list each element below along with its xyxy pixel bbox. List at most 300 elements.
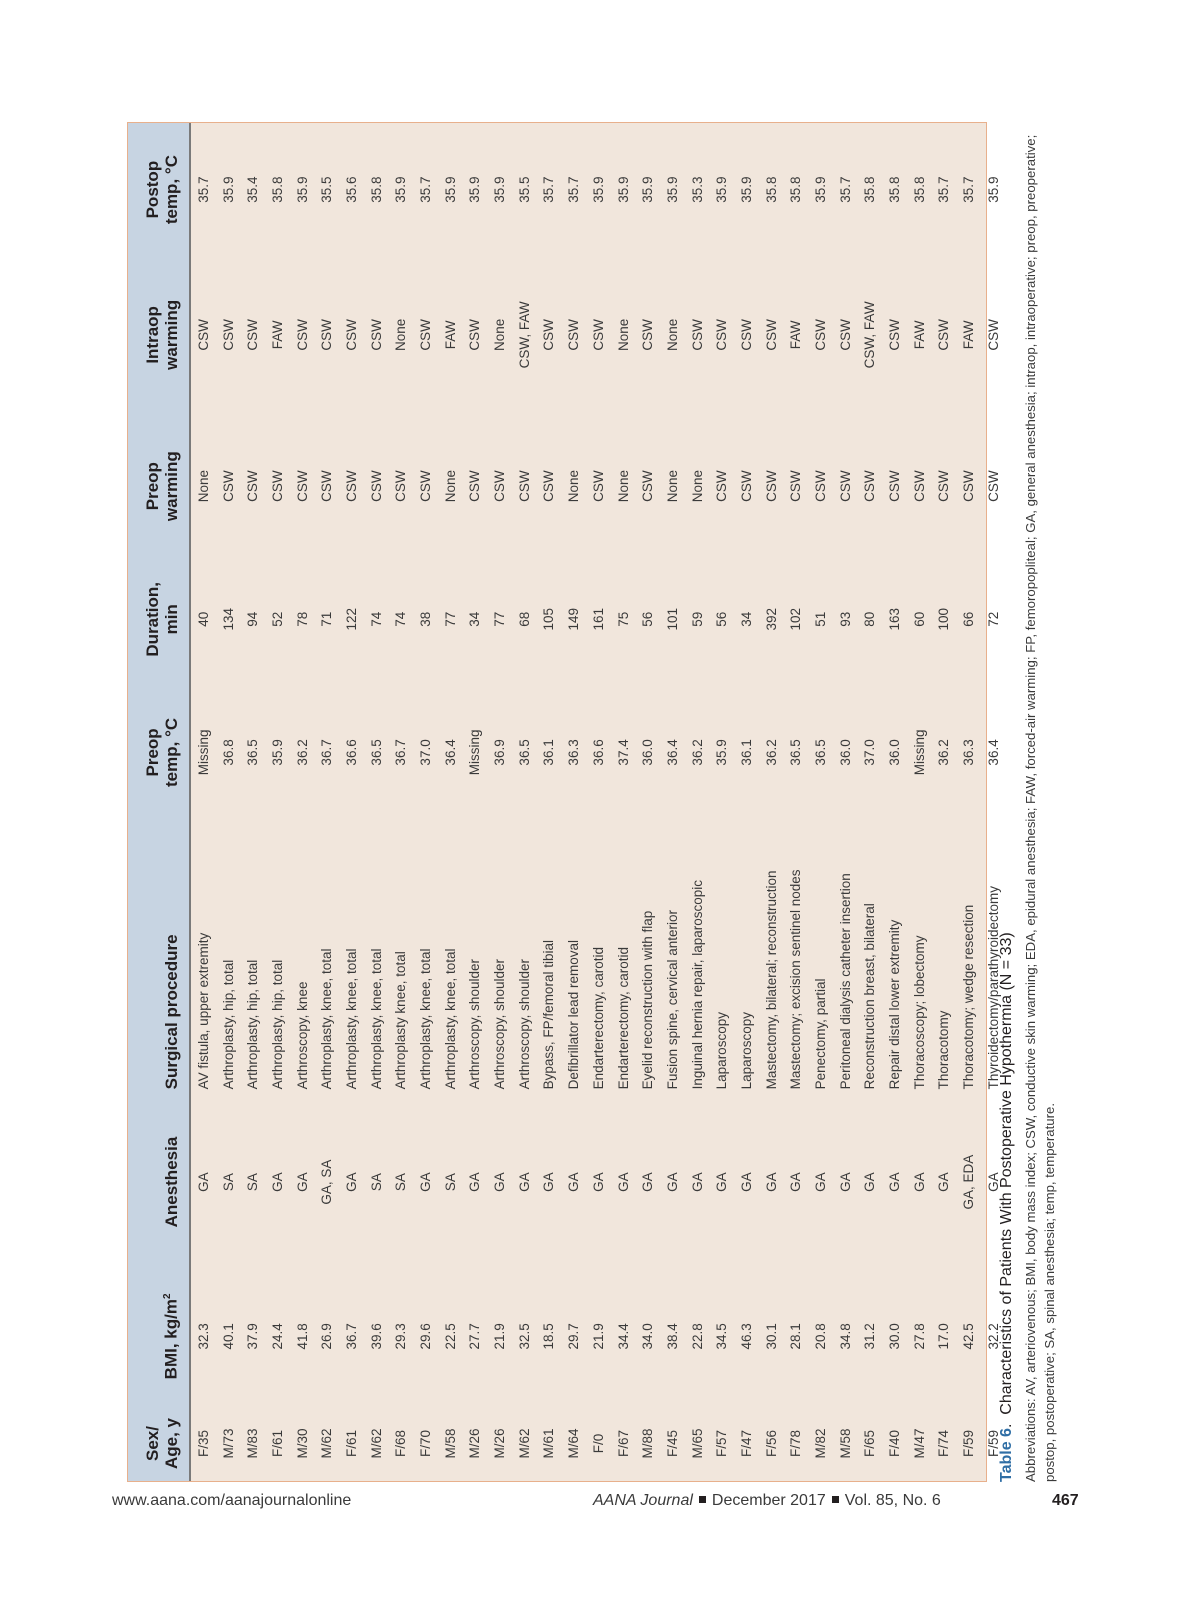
table-cell: Arthroplasty, knee, total [368,948,384,1090]
table-cell: Bypass, FP/femoral tibial [541,940,557,1090]
table-row [487,123,512,1481]
table-row [858,123,883,1481]
table-row [339,123,364,1481]
table-cell: 72 [985,611,1001,627]
table-cell: 30.1 [763,1323,779,1350]
table-cell: 35.9 [714,739,730,766]
table-row [438,123,463,1481]
table-row [784,123,809,1481]
table-cell: CSW [689,319,705,351]
table-cell: CSW [343,470,359,502]
table-cell: 29.6 [418,1323,434,1350]
table-cell: F/59 [985,1429,1001,1457]
table-cell: GA [837,1172,853,1192]
table-cell: GA [269,1172,285,1192]
caption-title-text: Characteristics of Patients With Postoperative Hypothermia (N = 33) [998,932,1015,1415]
table-cell: 22.5 [442,1323,458,1350]
table-cell: CSW [936,470,952,502]
table-cell: 122 [343,608,359,631]
table-cell: CSW [566,319,582,351]
table-cell: 35.7 [837,176,853,203]
column-header-line: BMI, kg/m [162,1299,181,1380]
table-cell: 34.0 [640,1323,656,1350]
table-cell: Mastectomy, bilateral; reconstruction [763,870,779,1090]
table-cell: 42.5 [961,1323,977,1350]
table-row [635,123,660,1481]
table-row [413,123,438,1481]
table-cell: CSW [220,470,236,502]
table-cell: F/68 [393,1429,409,1457]
table-cell: 38 [418,611,434,627]
table-cell: F/47 [738,1429,754,1457]
table-cell: 35.7 [541,176,557,203]
table-cell: 36.0 [640,739,656,766]
caption-title: Table 6. Characteristics of Patients With Postoperative Hypothermia (N = 33) [998,932,1015,1482]
table-cell: F/45 [664,1429,680,1457]
table-cell: 35.8 [862,176,878,203]
table-cell: 80 [862,611,878,627]
table-row [759,123,784,1481]
table-cell: GA [343,1172,359,1192]
table-cell: 32.2 [985,1323,1001,1350]
table-cell: 36.2 [936,739,952,766]
table-cell: 35.9 [738,176,754,203]
table-cell: 34.8 [837,1323,853,1350]
table-cell: 105 [541,608,557,631]
table-cell: 78 [294,611,310,627]
table-cell: CSW [541,319,557,351]
table-cell: SA [442,1173,458,1192]
table-cell: 37.4 [615,739,631,766]
column-header-line: Anesthesia [162,1136,181,1228]
table-cell: Thoracoscopy; lobectomy [911,935,927,1090]
column-header-line: Surgical procedure [162,934,181,1090]
column-header-line: temp, °C [162,717,181,787]
table-cell: 392 [763,608,779,631]
table-cell: CSW [837,319,853,351]
table-cell: CSW [319,470,335,502]
column-header-line: warming [162,299,181,370]
table-row [216,123,241,1481]
table-cell: 35.3 [689,176,705,203]
table-cell: Arthroplasty knee, total [393,951,409,1090]
table-row [709,123,734,1481]
table-cell: 35.9 [467,176,483,203]
table-cell: GA [714,1172,730,1192]
table-cell: 27.8 [911,1323,927,1350]
table-cell: GA [936,1172,952,1192]
footer-volume: Vol. 85, No. 6 [844,1492,941,1509]
table-cell: M/62 [516,1428,532,1459]
table-cell: CSW [887,470,903,502]
table-row [190,123,216,1481]
table-cell: 35.9 [813,176,829,203]
column-header-line: temp, °C [162,155,181,225]
table-cell: GA [418,1172,434,1192]
table-cell: 21.9 [590,1323,606,1350]
table-cell: 35.4 [245,176,261,203]
table-cell: GA [516,1172,532,1192]
table-cell: Arthroplasty, hip, total [220,959,236,1090]
table-cell: 36.4 [442,739,458,766]
table-cell: F/59 [961,1429,977,1457]
table-cell: 37.9 [245,1323,261,1350]
table-cell: CSW [862,470,878,502]
table-cell: None [664,470,680,503]
column-header-line: Sex/ Age, y [143,1417,181,1469]
table-cell: 35.9 [615,176,631,203]
table-cell: Eyelid reconstruction with flap [640,910,656,1090]
table-cell: 31.2 [862,1323,878,1350]
table-cell: Peritoneal dialysis catheter insertion [837,873,853,1090]
table-cell: None [566,470,582,503]
table-cell: 52 [269,611,285,627]
table-row [240,123,265,1481]
table-cell: 77 [492,611,508,627]
table-cell: FAW [269,320,285,350]
table-cell: GA, SA [319,1159,335,1205]
table-cell: Arthroplasty, hip, total [269,959,285,1090]
table-cell: 36.2 [294,739,310,766]
footer-url-link[interactable]: www.aana.com/aanajournalonline [112,1492,352,1509]
table-cell: Arthroplasty, knee, total [343,948,359,1090]
table-cell: 18.5 [541,1323,557,1350]
table-cell: 36.6 [590,739,606,766]
table-cell: 35.7 [195,176,211,203]
table-cell: 68 [516,611,532,627]
table-cell: 40.1 [220,1323,236,1350]
column-header [128,414,190,559]
table-cell: Arthroscopy, shoulder [516,959,532,1090]
table-cell: 32.5 [516,1323,532,1350]
column-header [128,123,190,256]
table-cell: 30.0 [887,1323,903,1350]
table-row [734,123,759,1481]
table-cell: 35.9 [714,176,730,203]
table-cell: 35.9 [393,176,409,203]
table-cell: CSW [516,470,532,502]
table-cell: CSW [245,319,261,351]
table-cell: F/35 [195,1429,211,1457]
table-cell: 35.8 [763,176,779,203]
table-cell: 35.7 [566,176,582,203]
table-cell: 40 [195,611,211,627]
table-cell: F/0 [590,1433,606,1454]
table-cell: 35.9 [590,176,606,203]
table-header-row [128,123,190,1481]
table-cell: GA [689,1172,705,1192]
table-cell: 56 [714,611,730,627]
table-cell: CSW [393,470,409,502]
table-cell: 35.9 [442,176,458,203]
table-cell: M/64 [566,1428,582,1459]
table-cell: 41.8 [294,1323,310,1350]
table-cell: 35.5 [516,176,532,203]
column-header-line: Postop [143,160,162,219]
table-number: Table 6 [998,1428,1015,1482]
table-cell: Inguinal hernia repair, laparoscopic [689,879,705,1090]
table-cell: Arthroscopy, shoulder [467,959,483,1090]
table-cell: CSW [738,319,754,351]
table-cell: CSW [640,319,656,351]
table-cell: 36.8 [220,739,236,766]
table-cell: 71 [319,611,335,627]
table-cell: 28.1 [788,1323,804,1350]
table-row [512,123,537,1481]
table-row [314,123,339,1481]
table-cell: Missing [195,729,211,776]
column-header [128,825,190,1097]
table-cell: Fusion spine, cervical anterior [664,910,680,1090]
table-cell: GA [492,1172,508,1192]
table-cell: Missing [911,729,927,776]
table-cell: CSW [714,319,730,351]
table-cell: CSW [985,319,1001,351]
square-bullet-icon [832,1496,839,1503]
table-cell: CSW [837,470,853,502]
table-cell: CSW [936,319,952,351]
table-cell: 36.7 [343,1323,359,1350]
table-cell: Endarterectomy, carotid [590,947,606,1090]
table-cell: CSW [492,470,508,502]
table-cell: GA [788,1172,804,1192]
table-cell: 134 [220,608,236,631]
table-cell: CSW [467,319,483,351]
table-cell: SA [220,1173,236,1192]
table-cell: CSW [763,319,779,351]
table-cell: GA [862,1172,878,1192]
table-cell: M/82 [813,1428,829,1459]
table-cell: 37.0 [862,739,878,766]
table-cell: 35.9 [220,176,236,203]
table-cell: CSW [319,319,335,351]
table-cell: 20.8 [813,1323,829,1350]
table-cell: 101 [664,608,680,631]
table-cell: 35.9 [269,739,285,766]
column-header-line: min [162,604,181,635]
table-cell: F/61 [343,1429,359,1457]
table-cell: Arthroplasty, knee, total [418,948,434,1090]
table-cell: GA [763,1172,779,1192]
table-cell: Reconstruction breast, bilateral [862,903,878,1090]
table-cell: GA [541,1172,557,1192]
table-cell: 35.8 [911,176,927,203]
table-cell: CSW [368,470,384,502]
table-cell: 102 [788,608,804,631]
table-cell: AV fistula, upper extremity [195,932,211,1090]
table-cell: 149 [566,608,582,631]
table-cell: Missing [467,729,483,776]
table-cell: M/61 [541,1428,557,1459]
table-cell: CSW [467,470,483,502]
table-cell: M/58 [837,1428,853,1459]
table-cell: CSW [640,470,656,502]
column-header-line: Preop [143,462,162,511]
table-cell: 56 [640,611,656,627]
table-cell: 35.7 [936,176,952,203]
table-cell: CSW [418,470,434,502]
table-cell: None [664,318,680,351]
table-cell: Arthroscopy, knee [294,981,310,1090]
table-cell: GA [640,1172,656,1192]
table-cell: CSW [714,470,730,502]
table-cell: FAW [442,320,458,350]
table-cell: M/83 [245,1428,261,1459]
table-cell: 36.7 [393,739,409,766]
table-row [586,123,611,1481]
table-cell: GA [566,1172,582,1192]
table-row [956,123,981,1481]
table-row [660,123,685,1481]
table-cell: 35.9 [664,176,680,203]
table-cell: None [615,470,631,503]
table-cell: M/47 [911,1428,927,1459]
table-cell: 17.0 [936,1323,952,1350]
table-cell: 36.5 [788,739,804,766]
table-row [833,123,858,1481]
table-cell: 66 [961,611,977,627]
table-cell: F/40 [887,1429,903,1457]
table-caption [997,122,1059,1482]
table-cell: CSW [220,319,236,351]
table-cell: 35.9 [492,176,508,203]
column-header-line: Preop [143,728,162,777]
table-cell: 75 [615,611,631,627]
table-cell: CSW [961,470,977,502]
table-cell: 24.4 [269,1323,285,1350]
table-cell: GA [590,1172,606,1192]
rotated-page-content [127,122,1057,1482]
table-cell: F/65 [862,1429,878,1457]
table-cell: 35.9 [985,176,1001,203]
table-cell: CSW [368,319,384,351]
table-cell: 36.3 [961,739,977,766]
table-cell: GA [294,1172,310,1192]
table-cell: 29.7 [566,1323,582,1350]
table-cell: FAW [911,320,927,350]
table-cell: 36.4 [985,739,1001,766]
table-cell: 35.6 [343,176,359,203]
table-cell: 35.7 [418,176,434,203]
column-header [128,559,190,680]
table-cell: 36.7 [319,739,335,766]
square-bullet-icon [699,1496,706,1503]
table-cell: F/78 [788,1429,804,1457]
table-cell: CSW [887,319,903,351]
table-cell: 36.9 [492,739,508,766]
table-cell: GA [195,1172,211,1192]
table-cell: 36.5 [245,739,261,766]
column-header-line: warming [162,451,181,522]
caption-abbreviations: Abbreviations: AV, arteriovenous; BMI, body mass index; CSW, conductive skin warming; EDA, epidural anesthesia; FAW, forced-air warming; FP, femoropopliteal; GA, general anesthesia; intraop, intraoperative; preop, preoperative; postop, postoperative; SA, spinal anesthesia; temp, temperature. [1023,134,1057,1482]
table-row [685,123,710,1481]
table-cell: CSW [813,319,829,351]
table-cell: M/58 [442,1428,458,1459]
table-body [190,123,1006,1481]
table-cell: CSW [763,470,779,502]
table-cell: 38.4 [664,1323,680,1350]
table-cell: Arthroscopy, shoulder [492,959,508,1090]
table-cell: 36.5 [516,739,532,766]
table-cell: 35.9 [640,176,656,203]
table-cell: FAW [961,320,977,350]
table-cell: F/56 [763,1429,779,1457]
table-cell: GA [738,1172,754,1192]
table-cell: 77 [442,611,458,627]
table-cell: GA [911,1172,927,1192]
table-cell: 35.5 [319,176,335,203]
table-cell: GA [985,1172,1001,1192]
table-cell: 74 [393,611,409,627]
table-cell: 29.3 [393,1323,409,1350]
table-cell: CSW [813,470,829,502]
table-cell: GA [664,1172,680,1192]
table-cell: Mastectomy; excision sentinel nodes [788,869,804,1090]
table-cell: F/74 [936,1429,952,1457]
table-cell: 32.3 [195,1323,211,1350]
table-row [364,123,389,1481]
table-cell: 36.1 [541,739,557,766]
table-cell: M/62 [319,1428,335,1459]
table-cell: 27.7 [467,1323,483,1350]
table-cell: 60 [911,611,927,627]
table-cell: 46.3 [738,1323,754,1350]
table-cell: GA, EDA [961,1154,977,1210]
table-cell: F/57 [714,1429,730,1457]
table-cell: 36.4 [664,739,680,766]
table-cell: 21.9 [492,1323,508,1350]
table-cell: F/61 [269,1429,285,1457]
table-cell: 59 [689,611,705,627]
table-cell: Arthroplasty, hip, total [245,959,261,1090]
table-cell: 94 [245,611,261,627]
table-cell: CSW [911,470,927,502]
table-cell: 36.0 [837,739,853,766]
table-cell: 37.0 [418,739,434,766]
table-cell: 36.5 [368,739,384,766]
column-header [128,1267,190,1406]
table-cell: 36.2 [689,739,705,766]
table-row [389,123,414,1481]
column-header [128,256,190,413]
table-cell: GA [615,1172,631,1192]
table-cell: 35.7 [961,176,977,203]
table-cell: FAW [788,320,804,350]
table-cell: 34.5 [714,1323,730,1350]
column-header [128,1097,190,1266]
table-cell: M/65 [689,1428,705,1459]
table-cell: CSW, FAW [516,301,532,369]
table-cell: Laparoscopy [714,1012,730,1090]
table-cell: M/73 [220,1428,236,1459]
table-cell: CSW [788,470,804,502]
table-row [907,123,932,1481]
table-row [808,123,833,1481]
table-row [611,123,636,1481]
table-cell: None [195,470,211,503]
table-cell: Laparoscopy [738,1012,754,1090]
table-cell: F/70 [418,1429,434,1457]
table-cell: CSW [590,319,606,351]
table-row [290,123,315,1481]
table-cell: 39.6 [368,1323,384,1350]
page-footer [0,1480,1200,1520]
table-cell: M/88 [640,1428,656,1459]
table-cell: 35.9 [294,176,310,203]
table-cell: M/30 [294,1428,310,1459]
table-cell: 35.8 [269,176,285,203]
table-row [537,123,562,1481]
